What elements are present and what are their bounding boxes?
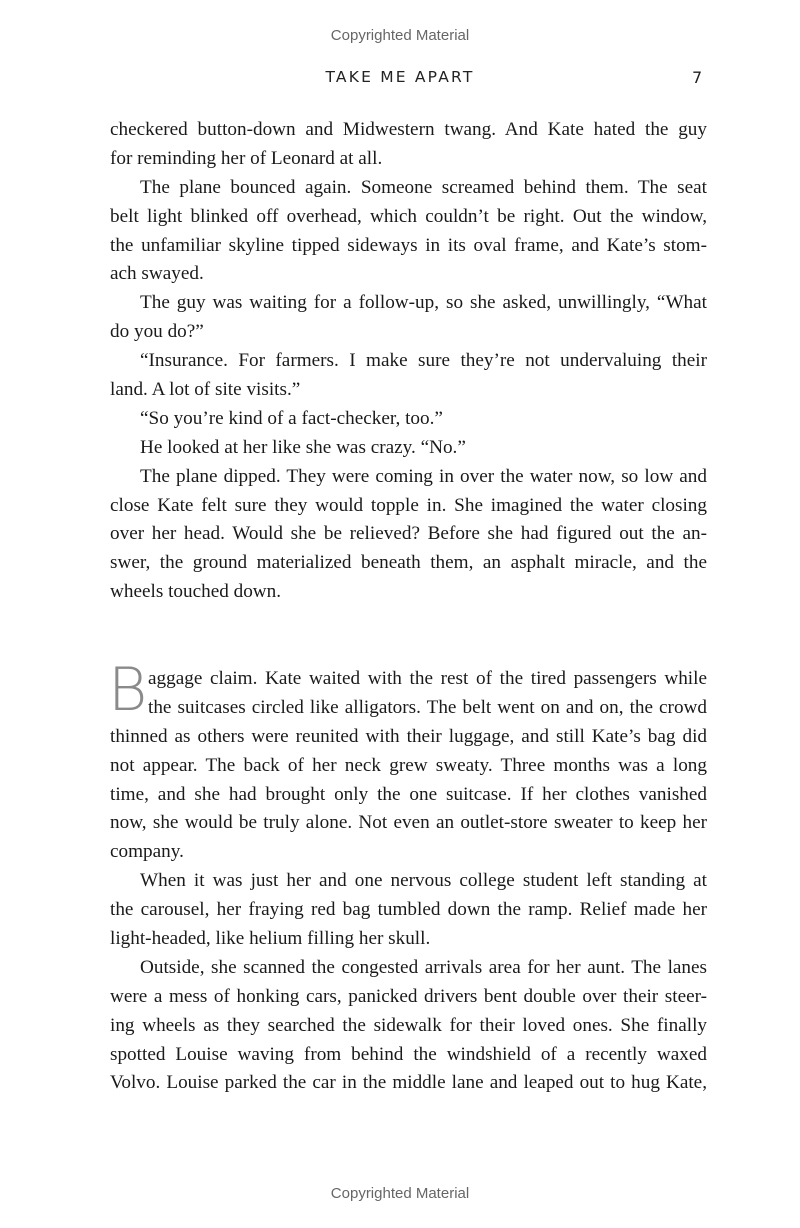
paragraph (110, 405, 707, 434)
text-line: over her head. Would she be relieved? Before she had figured out the an- (110, 523, 707, 545)
text-line: wheels touched down. (110, 581, 282, 603)
text-line: not appear. The back of her neck grew sweaty. Three months was a long (110, 754, 707, 776)
text-line: The guy was waiting for a follow-up, so she asked, unwillingly, “What (140, 292, 707, 314)
text-line: time, and she had brought only the one suitcase. If her clothes vanished (110, 783, 707, 805)
text-line: for reminding her of Leonard at all. (110, 147, 383, 169)
text-line: light-headed, like helium filling her skull. (110, 928, 431, 950)
text-line: the suitcases circled like alligators. The belt went on and on, the crowd (148, 696, 707, 718)
paragraph (110, 665, 707, 867)
text-line: spotted Louise waving from behind the windshield of a recently waxed (110, 1043, 707, 1065)
drop-cap: B (108, 655, 148, 725)
text-line: aggage claim. Kate waited with the rest of the tired passengers while (148, 668, 707, 689)
paragraph (110, 347, 707, 405)
text-line: do you do?” (110, 321, 204, 343)
text-line: the unfamiliar skyline tipped sideways in its oval frame, and Kate’s stom- (110, 234, 707, 256)
text-block-2 (110, 665, 707, 1098)
text-line: When it was just her and one nervous college student left standing at (140, 870, 707, 892)
text-line: belt light blinked off overhead, which couldn’t be right. Out the window, (110, 205, 707, 227)
paragraph (110, 463, 707, 607)
text-line: were a mess of honking cars, panicked drivers bent double over their steer- (110, 985, 707, 1007)
paragraph (110, 434, 707, 463)
text-line: The plane bounced again. Someone screamed behind them. The seat (140, 176, 707, 198)
text-line: the carousel, her fraying red bag tumbled down the ramp. Relief made her (110, 899, 707, 921)
watermark-top: Copyrighted Material (330, 27, 470, 44)
text-line: swer, the ground materialized beneath them, an asphalt miracle, and the (110, 552, 707, 574)
watermark-bottom: Copyrighted Material (330, 1185, 470, 1202)
text-line: close Kate felt sure they would topple in. She imagined the water closing (110, 494, 707, 516)
running-head: TAKE ME APART (325, 68, 475, 86)
paragraph (110, 289, 707, 347)
text-line: “Insurance. For farmers. I make sure they’re not undervaluing their (140, 350, 707, 372)
text-line: checkered button-down and Midwestern twang. And Kate hated the guy (110, 119, 707, 140)
text-line: company. (110, 841, 184, 863)
paragraph (110, 954, 707, 1098)
text-line: The plane dipped. They were coming in over the water now, so low and (140, 465, 707, 487)
text-line: ach swayed. (110, 263, 204, 285)
paragraph (110, 116, 707, 174)
text-line: thinned as others were reunited with their luggage, and still Kate’s bag did (110, 725, 707, 747)
paragraph (110, 867, 707, 954)
text-line: “So you’re kind of a fact-checker, too.” (140, 407, 443, 429)
text-block-1 (110, 116, 707, 607)
text-line: land. A lot of site visits.” (110, 379, 301, 401)
text-line: now, she would be truly alone. Not even an outlet-store sweater to keep her (110, 812, 707, 834)
text-line: He looked at her like she was crazy. “No.” (140, 436, 466, 458)
text-line: Outside, she scanned the congested arrivals area for her aunt. The lanes (140, 956, 707, 978)
page-number: 7 (692, 68, 703, 87)
paragraph (110, 174, 707, 290)
text-line: ing wheels as they searched the sidewalk for their loved ones. She finally (110, 1014, 707, 1036)
text-line: Volvo. Louise parked the car in the middle lane and leaped out to hug Kate, (110, 1072, 707, 1094)
